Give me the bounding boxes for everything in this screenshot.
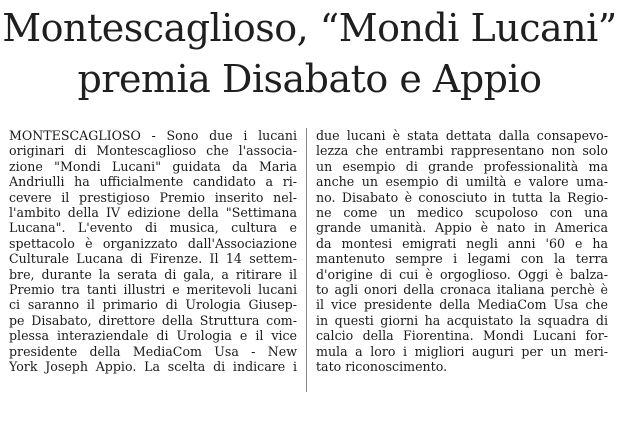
body-line: Lucana". L'evento di musica, cultura e — [9, 220, 297, 236]
body-line: MONTESCAGLIOSO - Sono due i lucani — [9, 128, 297, 143]
article-column-right — [316, 128, 608, 375]
body-line: zione "Mondi Lucani" guidata da Maria — [9, 158, 297, 174]
body-line: cevere il prestigioso Premio inserito nel- — [9, 189, 297, 205]
body-line: calcio della Fiorentina. Mondi Lucani for- — [316, 328, 608, 344]
body-line: tato riconoscimento. — [316, 359, 448, 375]
body-line: bre, durante la serata di gala, a ritirare il — [9, 266, 297, 282]
body-line: originari di Montescaglioso che l'associa- — [9, 143, 297, 159]
body-line: ne come un medico scupoloso con una — [316, 205, 608, 221]
body-line: Culturale Lucana di Firenze. Il 14 settem- — [9, 251, 297, 267]
body-line: York Joseph Appio. La scelta di indicare i — [9, 359, 297, 375]
headline — [0, 0, 619, 101]
body-line: lezza che entrambi rappresentano non solo — [316, 143, 608, 159]
body-line: presidente della MediaCom Usa - New — [9, 343, 297, 359]
body-line: anche un esempio di umiltà e valore uma- — [316, 174, 608, 190]
body-line: grande umanità. Appio è nato in America — [316, 220, 608, 236]
body-line: l'ambito della IV edizione della "Settimana — [9, 205, 297, 221]
body-line: to agli onori della cronaca italiana perchè è — [316, 282, 608, 298]
body-line: Premio tra tanti illustri e meritevoli lucani — [9, 282, 297, 298]
body-line: mula a loro i migliori auguri per un meri- — [316, 343, 608, 359]
body-line: in questi giorni ha acquistato la squadra di — [316, 312, 608, 328]
body-line: pe Disabato, direttore della Struttura com- — [9, 312, 297, 328]
body-line: no. Disabato è conosciuto in tutta la Regio- — [316, 189, 608, 205]
body-line: Andriulli ha ufficialmente candidato a ri- — [9, 174, 297, 190]
headline-line-1: Montescaglioso, “Mondi Lucani” — [2, 6, 617, 50]
body-line: da montesi emigrati negli anni '60 e ha — [316, 235, 608, 251]
body-line: spettacolo è organizzato dall'Associazione — [9, 235, 297, 251]
column-divider — [306, 128, 307, 392]
body-line: due lucani è stata dettata dalla consapevo- — [316, 128, 608, 143]
article-column-left — [9, 128, 297, 375]
headline-line-2: premia Disabato e Appio — [77, 57, 542, 101]
body-line: plessa interaziendale di Urologia e il vice — [9, 328, 297, 344]
body-line: il vice presidente della MediaCom Usa che — [316, 297, 608, 313]
body-line: d'origine di cui è orgoglioso. Oggi è balza- — [316, 266, 608, 282]
body-line: mantenuto sempre i legami con la terra — [316, 251, 608, 267]
body-line: un esempio di grande professionalità ma — [316, 158, 608, 174]
body-line: ci saranno il primario di Urologia Giusep- — [9, 297, 297, 313]
